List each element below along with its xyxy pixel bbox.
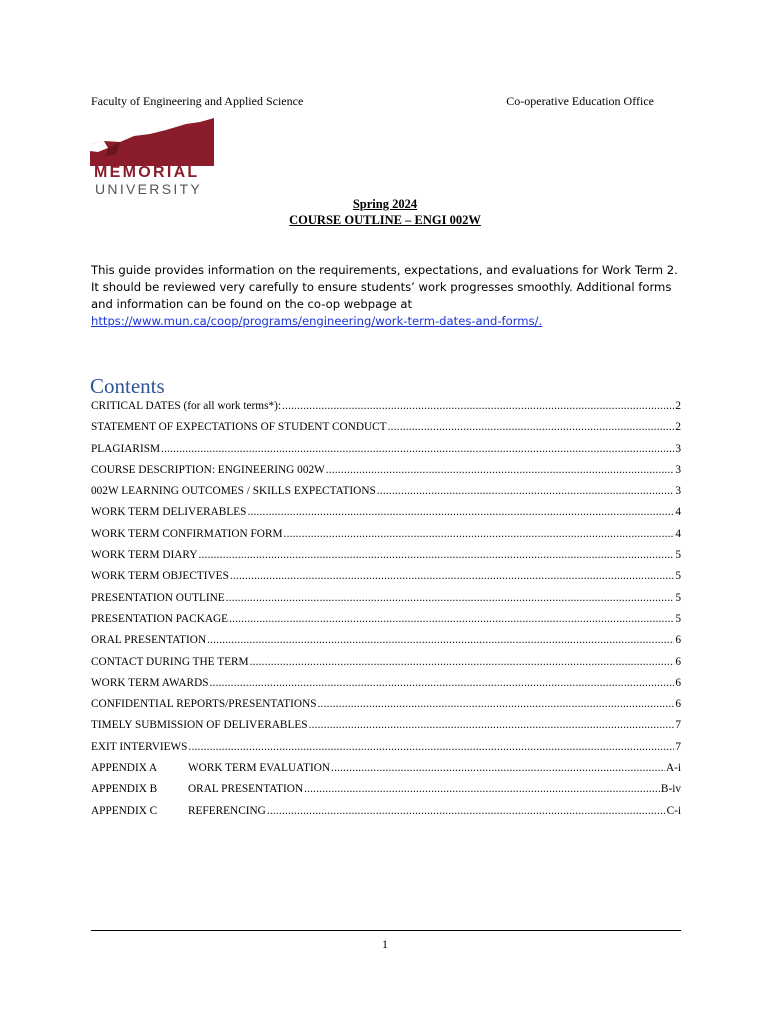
toc-entry[interactable] <box>91 677 681 698</box>
toc-entry-page: 2 <box>675 400 681 412</box>
toc-entry[interactable] <box>91 592 681 613</box>
toc-dot-leader <box>388 421 675 433</box>
toc-dot-leader <box>199 549 675 561</box>
toc-entry[interactable] <box>91 634 681 655</box>
logo-line1: MEMORIAL <box>94 164 200 181</box>
toc-entry-page: 6 <box>675 655 681 668</box>
term-title: Spring 2024 <box>352 197 418 211</box>
office-header: Co-operative Education Office <box>506 94 654 108</box>
coop-webpage-link[interactable]: https://www.mun.ca/coop/programs/engineering/work-term-dates-and-forms/. <box>91 314 543 328</box>
toc-entry-title: WORK TERM DIARY <box>91 549 198 562</box>
toc-entry[interactable] <box>91 698 681 719</box>
toc-entry[interactable] <box>91 485 681 506</box>
toc-entry[interactable] <box>91 400 681 421</box>
toc-entry-page: 2 <box>675 421 681 434</box>
toc-dot-leader <box>247 506 674 518</box>
toc-dot-leader <box>282 400 674 412</box>
toc-entry-page: 4 <box>675 506 681 519</box>
toc-entry[interactable] <box>91 570 681 591</box>
toc-entry-page: 6 <box>675 676 681 689</box>
toc-dot-leader <box>318 698 675 710</box>
toc-dot-leader <box>304 783 660 795</box>
toc-entry-title: ORAL PRESENTATION <box>91 634 207 647</box>
toc-entry[interactable] <box>91 762 681 783</box>
toc-entry-title: 002W LEARNING OUTCOMES / SKILLS EXPECTATIONS <box>91 485 376 498</box>
toc-entry-title: PRESENTATION PACKAGE <box>91 612 229 625</box>
toc-dot-leader <box>226 592 675 604</box>
intro-text: This guide provides information on the requirements, expectations, and evaluations for Work Term 2. It should be reviewed very carefully to ensure students’ work progresses smoothly. Additional forms and information can be found on the co-op webpage at <box>91 263 678 311</box>
footer-divider <box>91 930 681 931</box>
logo-line2: UNIVERSITY <box>95 181 203 197</box>
toc-dot-leader <box>210 677 675 689</box>
page-number: 1 <box>382 937 388 951</box>
faculty-header: Faculty of Engineering and Applied Science <box>91 94 304 108</box>
toc-entry-title: WORK TERM CONFIRMATION FORM <box>91 527 283 540</box>
toc-entry-page: 6 <box>675 698 681 711</box>
toc-entry-page: 7 <box>675 740 681 753</box>
memorial-university-logo <box>90 118 215 198</box>
toc-dot-leader <box>326 464 675 476</box>
toc-entry[interactable] <box>91 613 681 634</box>
toc-entry[interactable] <box>91 783 681 804</box>
toc-dot-leader <box>207 634 674 646</box>
toc-dot-leader <box>229 613 674 625</box>
toc-entry-page: B-iv <box>660 783 681 796</box>
toc-entry[interactable] <box>91 443 681 464</box>
toc-entry-page: 5 <box>675 612 681 625</box>
toc-dot-leader <box>188 741 674 753</box>
toc-entry-title: STATEMENT OF EXPECTATIONS OF STUDENT CONDUCT <box>91 421 387 434</box>
intro-paragraph <box>91 262 681 330</box>
title-block <box>0 196 770 228</box>
toc-entry-title: ORAL PRESENTATION <box>188 783 304 796</box>
toc-dot-leader <box>331 762 665 774</box>
toc-entry-title: CONTACT DURING THE TERM <box>91 655 249 668</box>
toc-entry-code: APPENDIX A <box>91 762 158 775</box>
toc-entry-title: CRITICAL DATES (for all work terms*): <box>91 400 282 412</box>
toc-entry-code: APPENDIX B <box>91 783 158 796</box>
toc-entry-title: REFERENCING <box>188 804 266 817</box>
toc-entry[interactable] <box>91 528 681 549</box>
toc-dot-leader <box>309 719 675 731</box>
toc-entry-page: 3 <box>675 463 681 476</box>
toc-entry-title: WORK TERM DELIVERABLES <box>91 506 247 519</box>
toc-entry-title: COURSE DESCRIPTION: ENGINEERING 002W <box>91 463 325 476</box>
toc-dot-leader <box>250 656 675 668</box>
toc-entry-title: WORK TERM OBJECTIVES <box>91 570 229 583</box>
toc-entry[interactable] <box>91 421 681 442</box>
toc-entry[interactable] <box>91 741 681 762</box>
toc-dot-leader <box>267 805 666 817</box>
toc-entry-page: 6 <box>675 634 681 647</box>
toc-entry-title: PLAGIARISM <box>91 442 161 455</box>
toc-entry[interactable] <box>91 719 681 740</box>
toc-entry-title: TIMELY SUBMISSION OF DELIVERABLES <box>91 719 308 732</box>
toc-dot-leader <box>284 528 675 540</box>
toc-entry-page: C-i <box>666 804 681 817</box>
toc-entry[interactable] <box>91 549 681 570</box>
toc-entry[interactable] <box>91 464 681 485</box>
toc-entry-page: 3 <box>675 485 681 498</box>
toc-entry[interactable] <box>91 805 681 826</box>
contents-heading: Contents <box>90 374 165 398</box>
toc-entry-title: EXIT INTERVIEWS <box>91 740 188 753</box>
toc-entry-page: 3 <box>675 442 681 455</box>
toc-entry-page: 5 <box>675 549 681 562</box>
toc-entry-title: CONFIDENTIAL REPORTS/PRESENTATIONS <box>91 698 317 711</box>
toc-entry-title: PRESENTATION OUTLINE <box>91 591 225 604</box>
table-of-contents <box>91 400 681 826</box>
toc-entry-code: APPENDIX C <box>91 804 158 817</box>
toc-entry-title: WORK TERM EVALUATION <box>188 762 331 775</box>
toc-entry-page: 5 <box>675 570 681 583</box>
toc-entry[interactable] <box>91 506 681 527</box>
toc-entry[interactable] <box>91 656 681 677</box>
toc-entry-page: 7 <box>675 719 681 732</box>
toc-entry-title: WORK TERM AWARDS <box>91 676 209 689</box>
toc-entry-page: 5 <box>675 591 681 604</box>
toc-entry-page: A-i <box>665 762 681 775</box>
course-title: COURSE OUTLINE – ENGI 002W <box>289 213 481 227</box>
toc-dot-leader <box>230 570 674 582</box>
toc-dot-leader <box>161 443 674 455</box>
toc-dot-leader <box>377 485 675 497</box>
toc-entry-page: 4 <box>675 527 681 540</box>
